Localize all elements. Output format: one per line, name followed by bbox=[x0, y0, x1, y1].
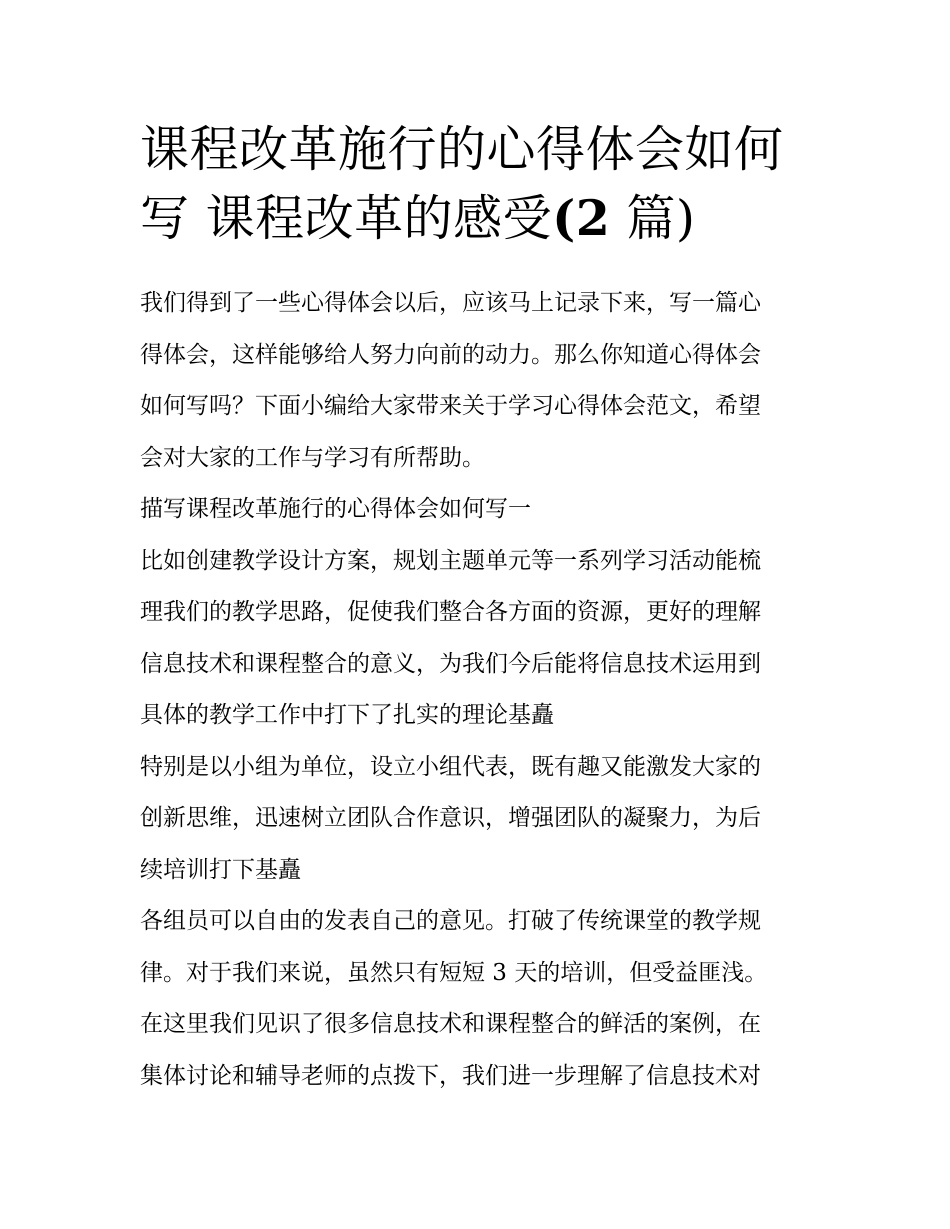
title-line-2 bbox=[140, 184, 820, 253]
body-line: 得体会，这样能够给人努力向前的动力。那么你知道心得体会 bbox=[140, 341, 761, 368]
body-line: 各组员可以自由的发表自己的意见。打破了传统课堂的教学规 bbox=[140, 908, 761, 934]
body-line: 特别是以小组为单位，设立小组代表，既有趣又能激发大家的 bbox=[140, 753, 761, 780]
title-count-number: (2 bbox=[552, 189, 611, 247]
document-body bbox=[140, 278, 820, 1102]
title-line-2-text: 写 课程改革的感受 bbox=[140, 190, 553, 247]
document-title bbox=[140, 115, 820, 253]
body-line: 信息技术和课程整合的意义，为我们今后能将信息技术运用到 bbox=[140, 650, 761, 677]
body-line: 我们得到了一些心得体会以后，应该马上记录下来，写一篇心 bbox=[140, 290, 761, 316]
body-line: 在这里我们见识了很多信息技术和课程整合的鲜活的案例，在 bbox=[140, 1011, 761, 1037]
body-line: 会对大家的工作与学习有所帮助。 bbox=[140, 444, 485, 471]
section-heading: 描写课程改革施行的心得体会如何写一 bbox=[140, 496, 531, 522]
title-line-1: 课程改革施行的心得体会如何 bbox=[140, 121, 784, 178]
body-line: 具体的教学工作中打下了扎实的理论基矗 bbox=[140, 702, 554, 728]
title-count-suffix: 篇) bbox=[610, 190, 696, 247]
body-line: 律。对于我们来说，虽然只有短短 3 天的培训，但受益匪浅。 bbox=[140, 959, 768, 986]
body-line: 比如创建教学设计方案，规划主题单元等一系列学习活动能梳 bbox=[140, 547, 761, 574]
body-line: 集体讨论和辅导老师的点拨下，我们进一步理解了信息技术对 bbox=[140, 1062, 761, 1089]
body-line: 理我们的教学思路，促使我们整合各方面的资源，更好的理解 bbox=[140, 599, 761, 625]
body-line: 如何写吗？下面小编给大家带来关于学习心得体会范文，希望 bbox=[140, 393, 761, 419]
body-line: 续培训打下基矗 bbox=[140, 856, 301, 883]
body-line: 创新思维，迅速树立团队合作意识，增强团队的凝聚力，为后 bbox=[140, 805, 761, 831]
